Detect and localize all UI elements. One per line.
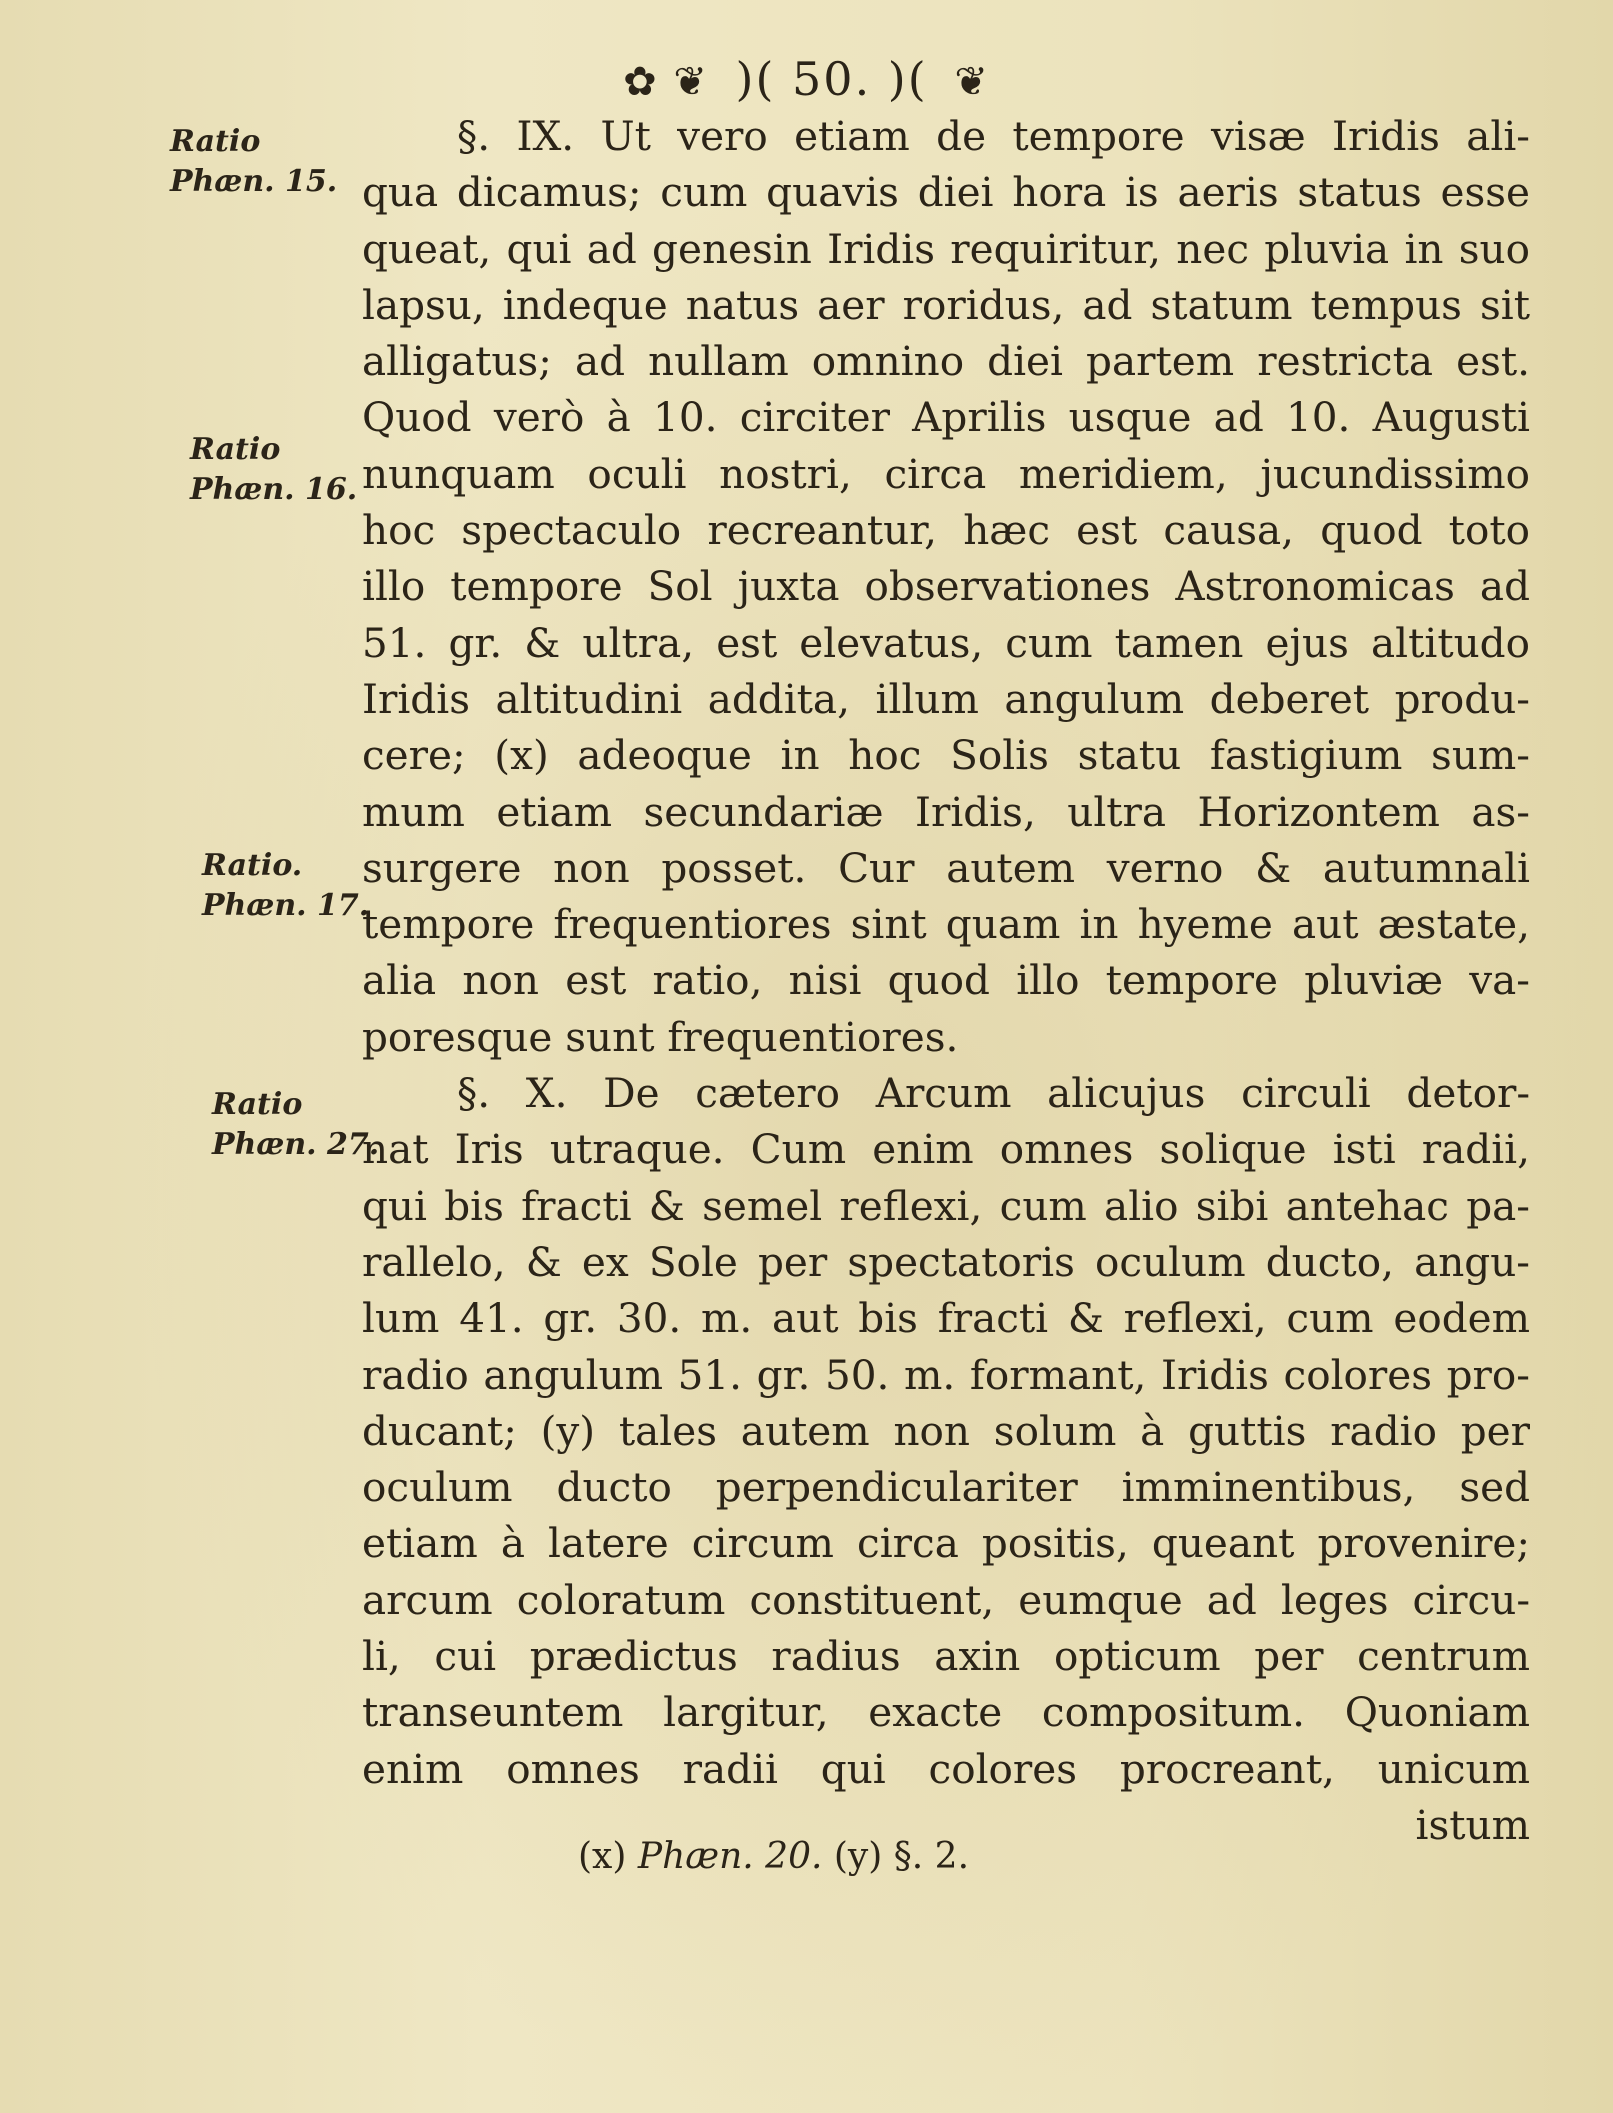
text-line: alligatus; ad nullam omnino diei partem restricta est.: [362, 337, 1530, 386]
text-line: nunquam oculi nostri, circa meridiem, jucundissimo: [362, 449, 1530, 498]
text-line: poresque sunt frequentiores.: [362, 1012, 959, 1061]
text-line: lum 41. gr. 30. m. aut bis fracti & reflexi, cum eodem: [362, 1294, 1530, 1343]
text-line: surgere non posset. Cur autem verno & autumnali: [362, 843, 1530, 892]
footnote-ref-y: §. 2.: [893, 1836, 970, 1877]
margin-note: [190, 430, 357, 510]
text-line: lapsu, indeque natus aer roridus, ad statum tempus sit: [362, 280, 1530, 329]
footnote-ref-x: Phæn. 20.: [637, 1836, 823, 1877]
margin-note-ref: Phæn. 17.: [202, 888, 370, 923]
text-line: li, cui prædictus radius axin opticum per centrum: [362, 1632, 1530, 1681]
footnote-mark-y: (y): [833, 1836, 883, 1877]
text-line: cere; (x) adeoque in hoc Solis statu fastigium sum-: [362, 731, 1530, 780]
text-line: tempore frequentiores sint quam in hyeme aut æstate,: [362, 900, 1530, 949]
footnote-mark-x: (x): [578, 1836, 627, 1877]
text-line: transeuntem largitur, exacte compositum. Quoniam: [362, 1688, 1530, 1737]
text-line: radio angulum 51. gr. 50. m. formant, Iridis colores pro-: [362, 1350, 1530, 1399]
text-line: arcum coloratum constituent, eumque ad leges circu-: [362, 1575, 1530, 1624]
margin-note-label: Ratio: [212, 1087, 303, 1122]
text-line: nat Iris utraque. Cum enim omnes solique isti radii,: [362, 1125, 1530, 1174]
text-line: §. X. De cætero Arcum alicujus circuli detor-: [457, 1069, 1530, 1118]
footnote: [578, 1836, 969, 1877]
text-line: enim omnes radii qui colores procreant, unicum: [362, 1744, 1530, 1793]
text-line: oculum ducto perpendiculariter imminentibus, sed: [362, 1463, 1530, 1512]
margin-note-ref: Phæn. 15.: [170, 164, 338, 199]
text-line: etiam à latere circum circa positis, queant provenire;: [362, 1519, 1530, 1568]
margin-note-label: Ratio: [170, 124, 261, 159]
text-line: alia non est ratio, nisi quod illo tempore pluviæ va-: [362, 956, 1530, 1005]
ornament-right-icon: ❦: [954, 59, 990, 105]
text-line: rallelo, & ex Sole per spectatoris oculum ducto, angu-: [362, 1237, 1530, 1286]
page-number: )( 50. )(: [735, 52, 928, 106]
margin-note: [170, 122, 337, 202]
text-line: Quod verò à 10. circiter Aprilis usque ad 10. Augusti: [362, 393, 1530, 442]
margin-note: [202, 846, 369, 926]
text-line: 51. gr. & ultra, est elevatus, cum tamen ejus altitudo: [362, 618, 1530, 667]
margin-note-label: Ratio.: [202, 848, 303, 883]
catchword: istum: [1415, 1800, 1530, 1849]
text-line: qui bis fracti & semel reflexi, cum alio sibi antehac pa-: [362, 1181, 1530, 1230]
ornament-left-icon: ✿ ❦: [623, 59, 709, 105]
text-line: illo tempore Sol juxta observationes Astronomicas ad: [362, 562, 1530, 611]
page-header: [0, 52, 1613, 106]
margin-note-ref: Phæn. 27.: [212, 1127, 380, 1162]
text-line: queat, qui ad genesin Iridis requiritur, nec pluvia in suo: [362, 224, 1530, 273]
text-line: §. IX. Ut vero etiam de tempore visæ Iridis ali-: [457, 112, 1530, 160]
margin-note-ref: Phæn. 16.: [190, 472, 358, 507]
margin-note-label: Ratio: [190, 432, 281, 467]
margin-note: [212, 1085, 379, 1165]
text-line: hoc spectaculo recreantur, hæc est causa, quod toto: [362, 506, 1530, 555]
text-line: ducant; (y) tales autem non solum à guttis radio per: [362, 1406, 1530, 1455]
body-text: [362, 108, 1530, 1853]
text-line: Iridis altitudini addita, illum angulum deberet produ-: [362, 674, 1530, 723]
text-line: mum etiam secundariæ Iridis, ultra Horizontem as-: [362, 787, 1530, 836]
text-line: qua dicamus; cum quavis diei hora is aeris status esse: [362, 168, 1530, 217]
